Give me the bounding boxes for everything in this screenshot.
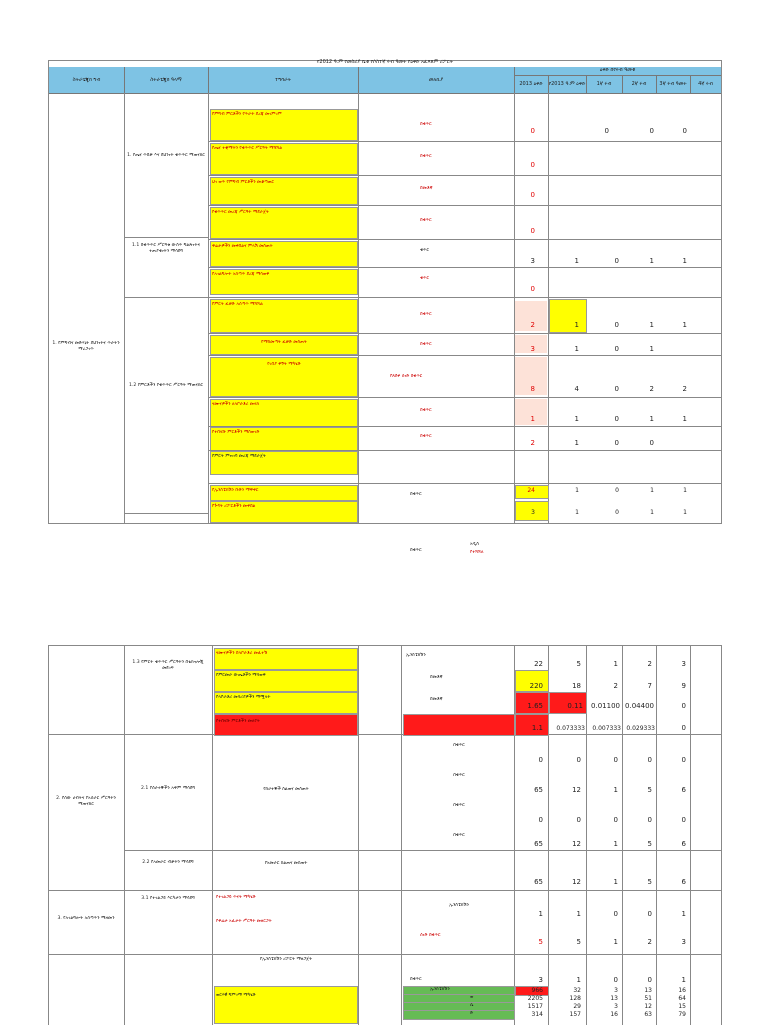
value-cell: 0 <box>530 161 535 169</box>
measure-cell: በመቶኛ <box>430 675 443 680</box>
measure-cell: ኢንስፔክሽን <box>449 903 469 908</box>
table-header <box>49 67 721 94</box>
objective-1-1: 1.1 በቁጥጥር ሥርዓቱ ውስጥ ግልጽነትና ተጠያቂነትን ማሳደግ <box>131 243 201 254</box>
activity-cell: ወርሃዊ ግምገማ ማካሄድ <box>216 993 256 998</box>
value-cell: 0 <box>647 756 652 764</box>
value-cell: 15 <box>678 1003 686 1010</box>
activity-cell: የተገልጋይ ጥናት ማካሄድ <box>216 895 256 900</box>
value-cell: 220 <box>529 682 543 690</box>
value-cell: 1 <box>574 345 579 353</box>
value-cell: 0 <box>614 321 619 329</box>
value-cell: 5 <box>647 786 652 794</box>
header-q3: 3ኛ ሩብ ዓመት <box>656 75 691 93</box>
value-cell: 0 <box>530 127 535 135</box>
value-cell: 0 <box>538 816 543 824</box>
value-cell: 1 <box>681 976 686 984</box>
header-q2: 2ኛ ሩብ <box>622 75 657 93</box>
value-cell: 16 <box>678 987 686 994</box>
value-cell: 6 <box>681 840 686 848</box>
value-cell: 1 <box>683 509 687 516</box>
activity-cell: የማስመጣት ፈቃድ መስጠት <box>261 340 307 345</box>
measure-cell: በመቶኛ <box>430 697 443 702</box>
value-cell: 2 <box>613 682 618 690</box>
value-cell: 1 <box>613 840 618 848</box>
value-cell: 1 <box>682 321 687 329</box>
measure-cell: በቁጥር <box>410 977 422 982</box>
value-cell: 2 <box>682 385 687 393</box>
measure-cell: በቁጥር <box>453 833 465 838</box>
measure-cell: ቁጥር <box>420 248 429 253</box>
value-cell: 1 <box>682 257 687 265</box>
measure-cell: በመቶኛ <box>420 186 433 191</box>
activity-cell: የምርት ምዝገባ መረጃ ማደራጀት <box>212 454 266 459</box>
activity-cell: የአመራር ስልጠና መስጠት <box>264 861 308 866</box>
value-cell: 0 <box>604 127 609 135</box>
value-cell: 0 <box>649 127 654 135</box>
activity-cell: የተበላሹ ምርቶችን ማስወገድ <box>212 430 260 435</box>
activity-cell: ቅሬታዎችን መቀበልና ምላሽ መስጠት <box>212 244 273 249</box>
value-cell: 1 <box>650 487 654 494</box>
value-cell: 0 <box>613 976 618 984</box>
value-cell: 65 <box>534 786 543 794</box>
value-cell: 0 <box>530 227 535 235</box>
value-cell: 3 <box>538 976 543 984</box>
activity-cell: የኢንስፔክሽን ሪፖርት ማዘጋጀት <box>259 957 313 962</box>
value-cell: 3 <box>681 660 686 668</box>
value-cell: 0 <box>530 285 535 293</box>
value-cell: 0 <box>614 257 619 265</box>
value-cell: 2 <box>647 938 652 946</box>
measure-cell: ቁጥር <box>420 276 429 281</box>
activity-cell: የኢንስፔክሽን ቡድን ማዋቀር <box>212 488 259 493</box>
header-goal: ስትራቴጂክ ግብ <box>49 67 125 93</box>
measure-cell: በቁጥር <box>453 773 465 778</box>
value-cell: 18 <box>572 682 581 690</box>
value-cell: 0.029333 <box>626 725 655 732</box>
value-cell: 1 <box>613 660 618 668</box>
value-cell: 1.65 <box>527 702 543 710</box>
activity-cell: የላቦራቶሪ መሳሪያዎችን ማሟላት <box>216 695 271 700</box>
activity-cell: የጉዳት ሪፖርቶችን መቀበል <box>212 504 256 509</box>
header-measure: መለኪያ <box>358 67 515 93</box>
value-cell: 0 <box>613 756 618 764</box>
value-cell: 1 <box>649 321 654 329</box>
measure-cell: ወ <box>470 995 474 1000</box>
activity-cell: የምርመራ ውጤቶችን ማሳወቅ <box>216 673 266 678</box>
report-title: የ2012 ዓ.ም የመስሪያ ቤቱ የሶስተኛ ሩብ ዓመት የዕቅድ አፈጻጸም ሪፖርት <box>316 59 454 65</box>
value-cell: 2 <box>530 439 535 447</box>
value-cell: 3 <box>614 987 618 994</box>
value-cell: 0 <box>614 439 619 447</box>
activity-cell: ናሙናዎችን በላቦራቶሪ መፈተሽ <box>216 651 268 656</box>
value-cell: 1 <box>650 509 654 516</box>
value-cell: 0 <box>615 487 619 494</box>
value-cell: 0.007333 <box>592 725 621 732</box>
value-cell: 4 <box>574 385 579 393</box>
value-cell: 3 <box>681 938 686 946</box>
strategic-goal-3: 3. የአገልግሎት አሰጣጥን ማዘመን <box>57 916 115 921</box>
value-cell: 0 <box>614 415 619 423</box>
value-cell: 6 <box>681 786 686 794</box>
value-cell: 1 <box>613 938 618 946</box>
value-cell: 1 <box>538 910 543 918</box>
value-cell: 966 <box>531 987 543 994</box>
measure-cell: በቁጥር <box>410 492 422 497</box>
value-cell: 1 <box>682 415 687 423</box>
value-cell: 12 <box>572 878 581 886</box>
activity-cell: የሰራተኞች ስልጠና መስጠት <box>263 787 309 792</box>
value-cell: 1 <box>574 321 579 329</box>
measure-cell: ሰነድ በቁጥር <box>420 933 441 938</box>
measure-cell: ኢንስፔክሽን <box>406 653 426 658</box>
objective-1: 1. የጤና ጥበቃ እና ደህንነት ቁጥጥር ማጠናከር <box>127 153 205 158</box>
measure-cell: ሴ <box>470 1003 474 1008</box>
measure-cell: በቁጥር <box>420 312 432 317</box>
value-cell: 24 <box>527 487 535 494</box>
header-q1: 1ኛ ሩብ <box>586 75 623 93</box>
value-cell: 2 <box>647 660 652 668</box>
activity-cell: የአገልግሎት አሰጣጥ ደረጃ ማሳወቅ <box>212 272 270 277</box>
value-cell: 0 <box>681 724 686 732</box>
value-cell: 2 <box>649 385 654 393</box>
value-cell: 1 <box>613 786 618 794</box>
value-cell: 65 <box>534 878 543 886</box>
measure-cell: አዲስ <box>470 542 479 547</box>
value-cell: 0 <box>681 816 686 824</box>
measure-cell: በቁጥር <box>410 548 422 553</box>
objective-3-1: 3.1 የተገልጋይ እርካታን ማሳደግ <box>141 896 195 901</box>
value-cell: 63 <box>644 1011 652 1018</box>
value-cell: 1 <box>575 509 579 516</box>
measure-cell: በቁጥር <box>453 743 465 748</box>
value-cell: 1 <box>681 910 686 918</box>
value-cell: 0 <box>681 756 686 764</box>
measure-cell: የጸደቀ ሰነድ በቁጥር <box>390 374 423 379</box>
measure-cell: የተሻሻለ <box>470 550 484 555</box>
header-plan-2013: 2013 ዕቅድ <box>514 75 549 93</box>
measure-cell: ኢንስፔክሽን <box>430 987 450 992</box>
value-cell: 16 <box>610 1011 618 1018</box>
value-cell: 22 <box>534 660 543 668</box>
header-quarter-group: ዕቅድ በየሩብ ዓመቱ <box>514 67 721 76</box>
report-page-1 <box>48 59 722 555</box>
value-cell: 79 <box>678 1011 686 1018</box>
activity-cell: ህገ ወጥ የምግብ ምርቶችን መቆጣጠር <box>212 180 274 185</box>
activity-cell: ናሙናዎችን ለላቦራቶሪ መላክ <box>212 402 259 407</box>
value-cell: 0.04400 <box>625 702 654 710</box>
value-cell: 32 <box>573 987 581 994</box>
value-cell: 2205 <box>527 995 543 1002</box>
value-cell: 314 <box>531 1011 543 1018</box>
value-cell: 12 <box>644 1003 652 1010</box>
strategic-goal-2: 2. የሰው ሀብትና የአሰራር ሥርዓትን ማጠናከር <box>56 796 116 807</box>
value-cell: 5 <box>538 938 543 946</box>
value-cell: 1 <box>574 257 579 265</box>
value-cell: 5 <box>647 878 652 886</box>
measure-cell: በቁጥር <box>420 122 432 127</box>
value-cell: 0 <box>681 702 686 710</box>
value-cell: 0 <box>682 127 687 135</box>
activity-cell: የቁጥጥር መረጃ ሥርዓት ማደራጀት <box>212 210 269 215</box>
activity-cell: የጤና ተቋማትን የቁጥጥር ሥርዓት ማሻሻል <box>212 146 283 151</box>
value-cell: 3 <box>614 1003 618 1010</box>
value-cell: 9 <box>681 682 686 690</box>
value-cell: 7 <box>647 682 652 690</box>
value-cell: 0 <box>613 816 618 824</box>
activity-cell: የተበላሹ ምርቶችን መለየት <box>216 719 260 724</box>
value-cell: 1.1 <box>531 724 543 732</box>
value-cell: 64 <box>678 995 686 1002</box>
objective-2-2: 2.2 የአመራር ብቃትን ማሳደግ <box>142 860 194 865</box>
value-cell: 12 <box>572 840 581 848</box>
measure-cell: በቁጥር <box>453 803 465 808</box>
measure-cell: በቁጥር <box>420 218 432 223</box>
value-cell: 1 <box>574 439 579 447</box>
value-cell: 65 <box>534 840 543 848</box>
value-cell: 1 <box>649 257 654 265</box>
value-cell: 5 <box>576 660 581 668</box>
value-cell: 29 <box>573 1003 581 1010</box>
header-objective: ስትራቴጂክ ዓላማ <box>124 67 209 93</box>
value-cell: 1 <box>683 487 687 494</box>
value-cell: 1 <box>575 487 579 494</box>
activity-cell: የቅሬታ አፈታት ሥርዓት መዘርጋት <box>216 919 272 924</box>
value-cell: 1 <box>574 415 579 423</box>
activity-cell: የገበያ ቅኝት ማካሄድ <box>267 362 301 367</box>
measure-cell: ድ <box>470 1011 474 1016</box>
value-cell: 1517 <box>527 1003 543 1010</box>
objective-1-2: 1.2 የምርቶችን የቁጥጥር ሥርዓት ማጠናከር <box>128 383 204 388</box>
report-page-2 <box>48 645 722 1025</box>
value-cell: 51 <box>644 995 652 1002</box>
value-cell: 1 <box>530 415 535 423</box>
value-cell: 1 <box>576 910 581 918</box>
activity-cell: የምርት ፈቃድ አሰጣጥ ማሻሻል <box>212 302 263 307</box>
value-cell: 13 <box>610 995 618 1002</box>
value-cell: 0 <box>538 756 543 764</box>
value-cell: 157 <box>569 1011 581 1018</box>
header-plan-year: የ2013 ዓ.ም ዕቅድ <box>548 75 587 93</box>
header-q4: 4ኛ ሩብ <box>698 81 713 87</box>
value-cell: 0 <box>576 756 581 764</box>
header-activity: ተግባራት <box>208 67 359 93</box>
value-cell: 0.073333 <box>556 725 585 732</box>
measure-cell: በቁጥር <box>420 408 432 413</box>
value-cell: 0 <box>613 910 618 918</box>
value-cell: 5 <box>647 840 652 848</box>
value-cell: 1 <box>649 345 654 353</box>
activity-cell: የምግብ ምርቶችን የጥራት ደረጃ መገምገም <box>212 112 282 117</box>
value-cell: 0 <box>647 816 652 824</box>
strategic-goal: 1. የምግብና መድሃኒት ደህንነትና ጥራትን ማረጋገጥ <box>52 341 120 352</box>
value-cell: 0 <box>614 385 619 393</box>
value-cell: 0 <box>647 910 652 918</box>
value-cell: 1 <box>649 415 654 423</box>
value-cell: 0 <box>649 439 654 447</box>
value-cell: 6 <box>681 878 686 886</box>
value-cell: 13 <box>644 987 652 994</box>
value-cell: 3 <box>530 257 535 265</box>
objective-1-3: 1.3 የምርት ቁጥጥር ሥርዓትን በቴክኖሎጂ መደገፍ <box>132 660 204 671</box>
value-cell: 0 <box>530 191 535 199</box>
value-cell: 5 <box>576 938 581 946</box>
value-cell: 0 <box>576 816 581 824</box>
value-cell: 0 <box>614 345 619 353</box>
measure-cell: በቁጥር <box>420 154 432 159</box>
value-cell: 128 <box>569 995 581 1002</box>
measure-cell: በቁጥር <box>420 342 432 347</box>
value-cell: 0 <box>615 509 619 516</box>
value-cell: 3 <box>531 509 535 516</box>
value-cell: 8 <box>530 385 535 393</box>
value-cell: 3 <box>530 345 535 353</box>
value-cell: 0.11 <box>567 702 583 710</box>
value-cell: 0.01100 <box>591 702 620 710</box>
objective-2-1: 2.1 የሰራተኞችን አቅም ማሳደግ <box>140 786 196 791</box>
value-cell: 2 <box>530 321 535 329</box>
measure-cell: በቁጥር <box>420 434 432 439</box>
value-cell: 1 <box>613 878 618 886</box>
value-cell: 12 <box>572 786 581 794</box>
value-cell: 1 <box>576 976 581 984</box>
value-cell: 0 <box>647 976 652 984</box>
